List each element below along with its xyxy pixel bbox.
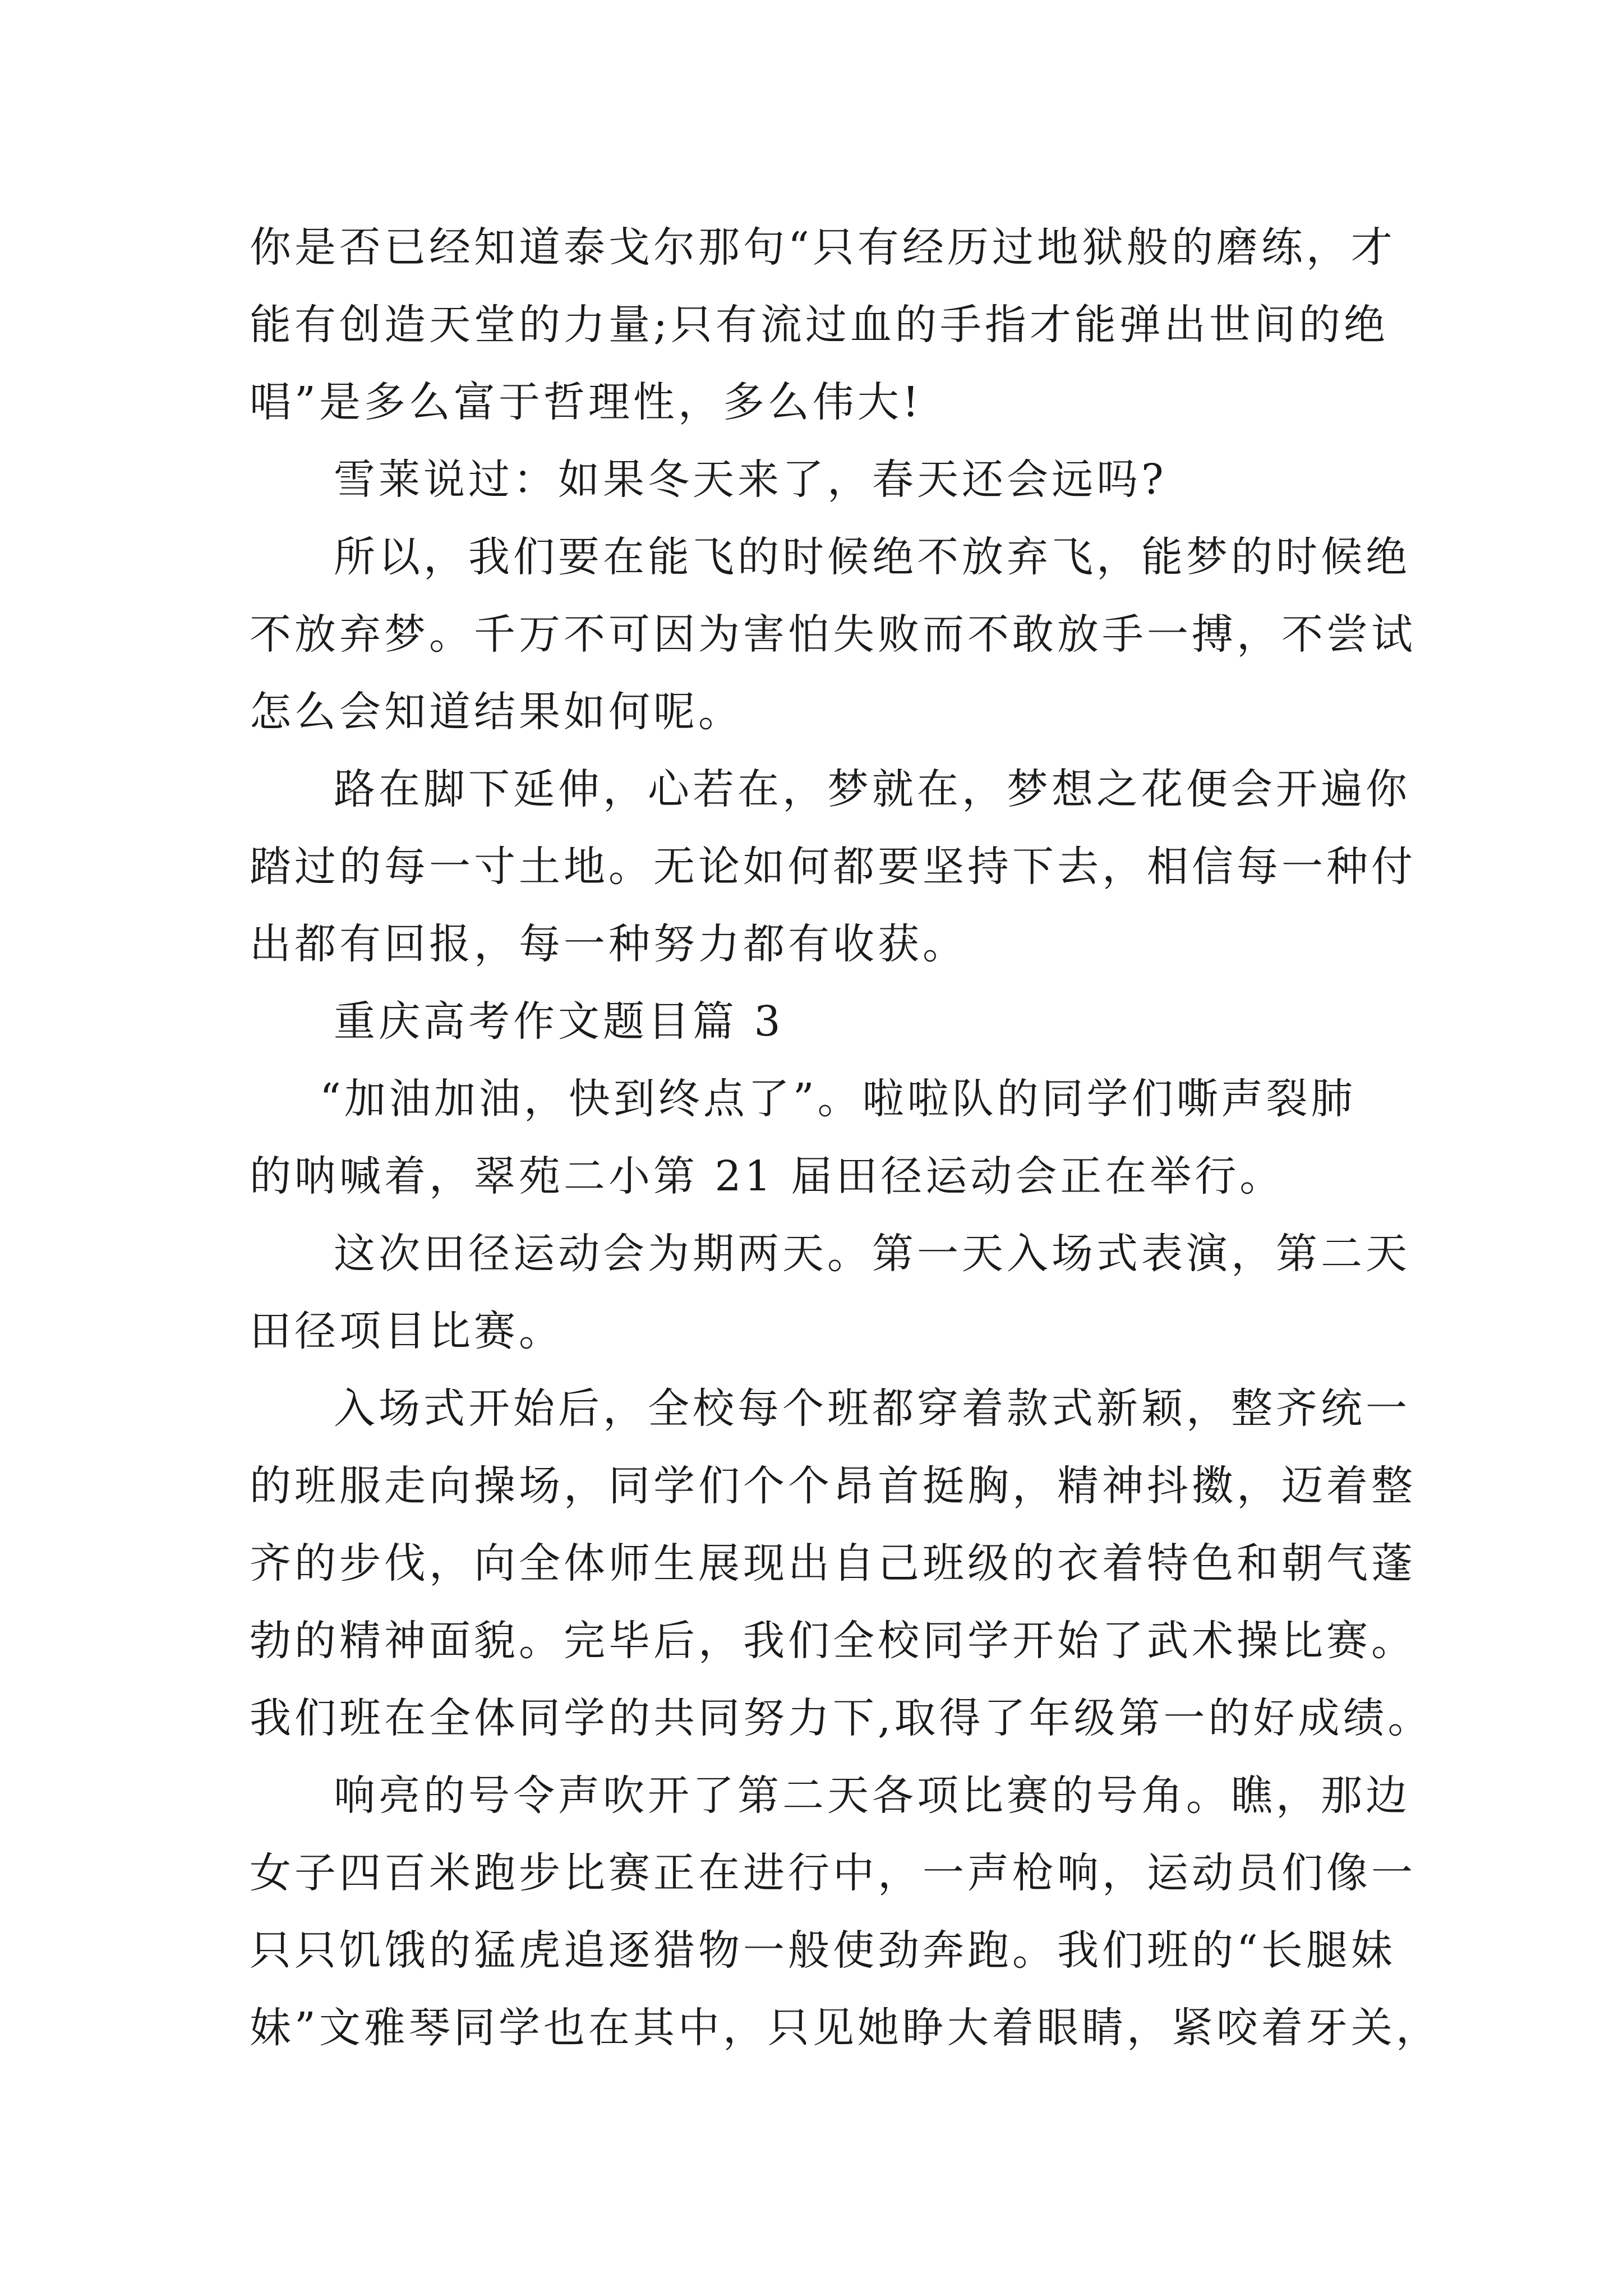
paragraph-tagore-quote — [250, 209, 1394, 441]
text-line: 能有创造天堂的力量;只有流过血的手指才能弹出世间的绝 — [250, 301, 1389, 349]
text-line: 只只饥饿的猛虎追逐猎物一般使劲奔跑。我们班的“长腿妹 — [250, 1926, 1396, 1975]
text-line: 这次田径运动会为期两天。第一天入场式表演，第二天 — [334, 1230, 1410, 1278]
paragraph-two-days — [250, 1215, 1410, 1370]
text-line: 女子四百米跑步比赛正在进行中，一声枪响，运动员们像一 — [250, 1849, 1416, 1897]
document-page — [250, 209, 1441, 2067]
text-line: 怎么会知道结果如何呢。 — [250, 688, 743, 736]
text-line: 的班服走向操场，同学们个个昂首挺胸，精神抖擞，迈着整 — [250, 1462, 1416, 1510]
text-line: 唱”是多么富于哲理性，多么伟大! — [250, 378, 923, 426]
text-line: 出都有回报，每一种努力都有收获。 — [250, 920, 967, 968]
paragraph-race — [250, 1757, 1441, 2067]
section-heading — [250, 983, 1394, 1060]
text-line: 齐的步伐，向全体师生展现出自己班级的衣着特色和朝气蓬 — [250, 1539, 1416, 1588]
text-line: 妹”文雅琴同学也在其中，只见她睁大着眼睛，紧咬着牙关， — [250, 2004, 1441, 2052]
text-line: 雪莱说过：如果冬天来了，春天还会远吗? — [334, 455, 1167, 504]
text-line: 我们班在全体同学的共同努力下,取得了年级第一的好成绩。 — [250, 1694, 1433, 1742]
paragraph-never-give-up — [250, 518, 1416, 751]
paragraph-shelley-quote — [250, 441, 1394, 518]
text-line: “加油加油，快到终点了”。啦啦队的同学们嘶声裂肺 — [320, 1075, 1356, 1123]
text-line: 重庆高考作文题目篇 3 — [334, 997, 784, 1046]
text-line: 不放弃梦。千万不可因为害怕失败而不敢放手一搏，不尝试 — [250, 610, 1416, 659]
paragraph-opening-ceremony — [250, 1370, 1433, 1757]
text-line: 踏过的每一寸土地。无论如何都要坚持下去，相信每一种付 — [250, 843, 1416, 891]
text-line: 勃的精神面貌。完毕后，我们全校同学开始了武术操比赛。 — [250, 1617, 1416, 1665]
text-line: 田径项目比赛。 — [250, 1307, 564, 1355]
text-line: 响亮的号令声吹开了第二天各项比赛的号角。瞧，那边 — [334, 1772, 1410, 1820]
text-line: 你是否已经知道泰戈尔那句“只有经历过地狱般的磨练，才 — [250, 223, 1396, 272]
text-line: 的呐喊着，翠苑二小第 21 届田径运动会正在举行。 — [250, 1152, 1285, 1200]
text-line: 路在脚下延伸，心若在，梦就在，梦想之花便会开遍你 — [334, 765, 1410, 813]
paragraph-cheering — [250, 1060, 1394, 1215]
paragraph-road-ahead — [250, 751, 1416, 983]
text-line: 入场式开始后，全校每个班都穿着款式新颖，整齐统一 — [334, 1384, 1410, 1433]
text-line: 所以，我们要在能飞的时候绝不放弃飞，能梦的时候绝 — [334, 533, 1410, 581]
